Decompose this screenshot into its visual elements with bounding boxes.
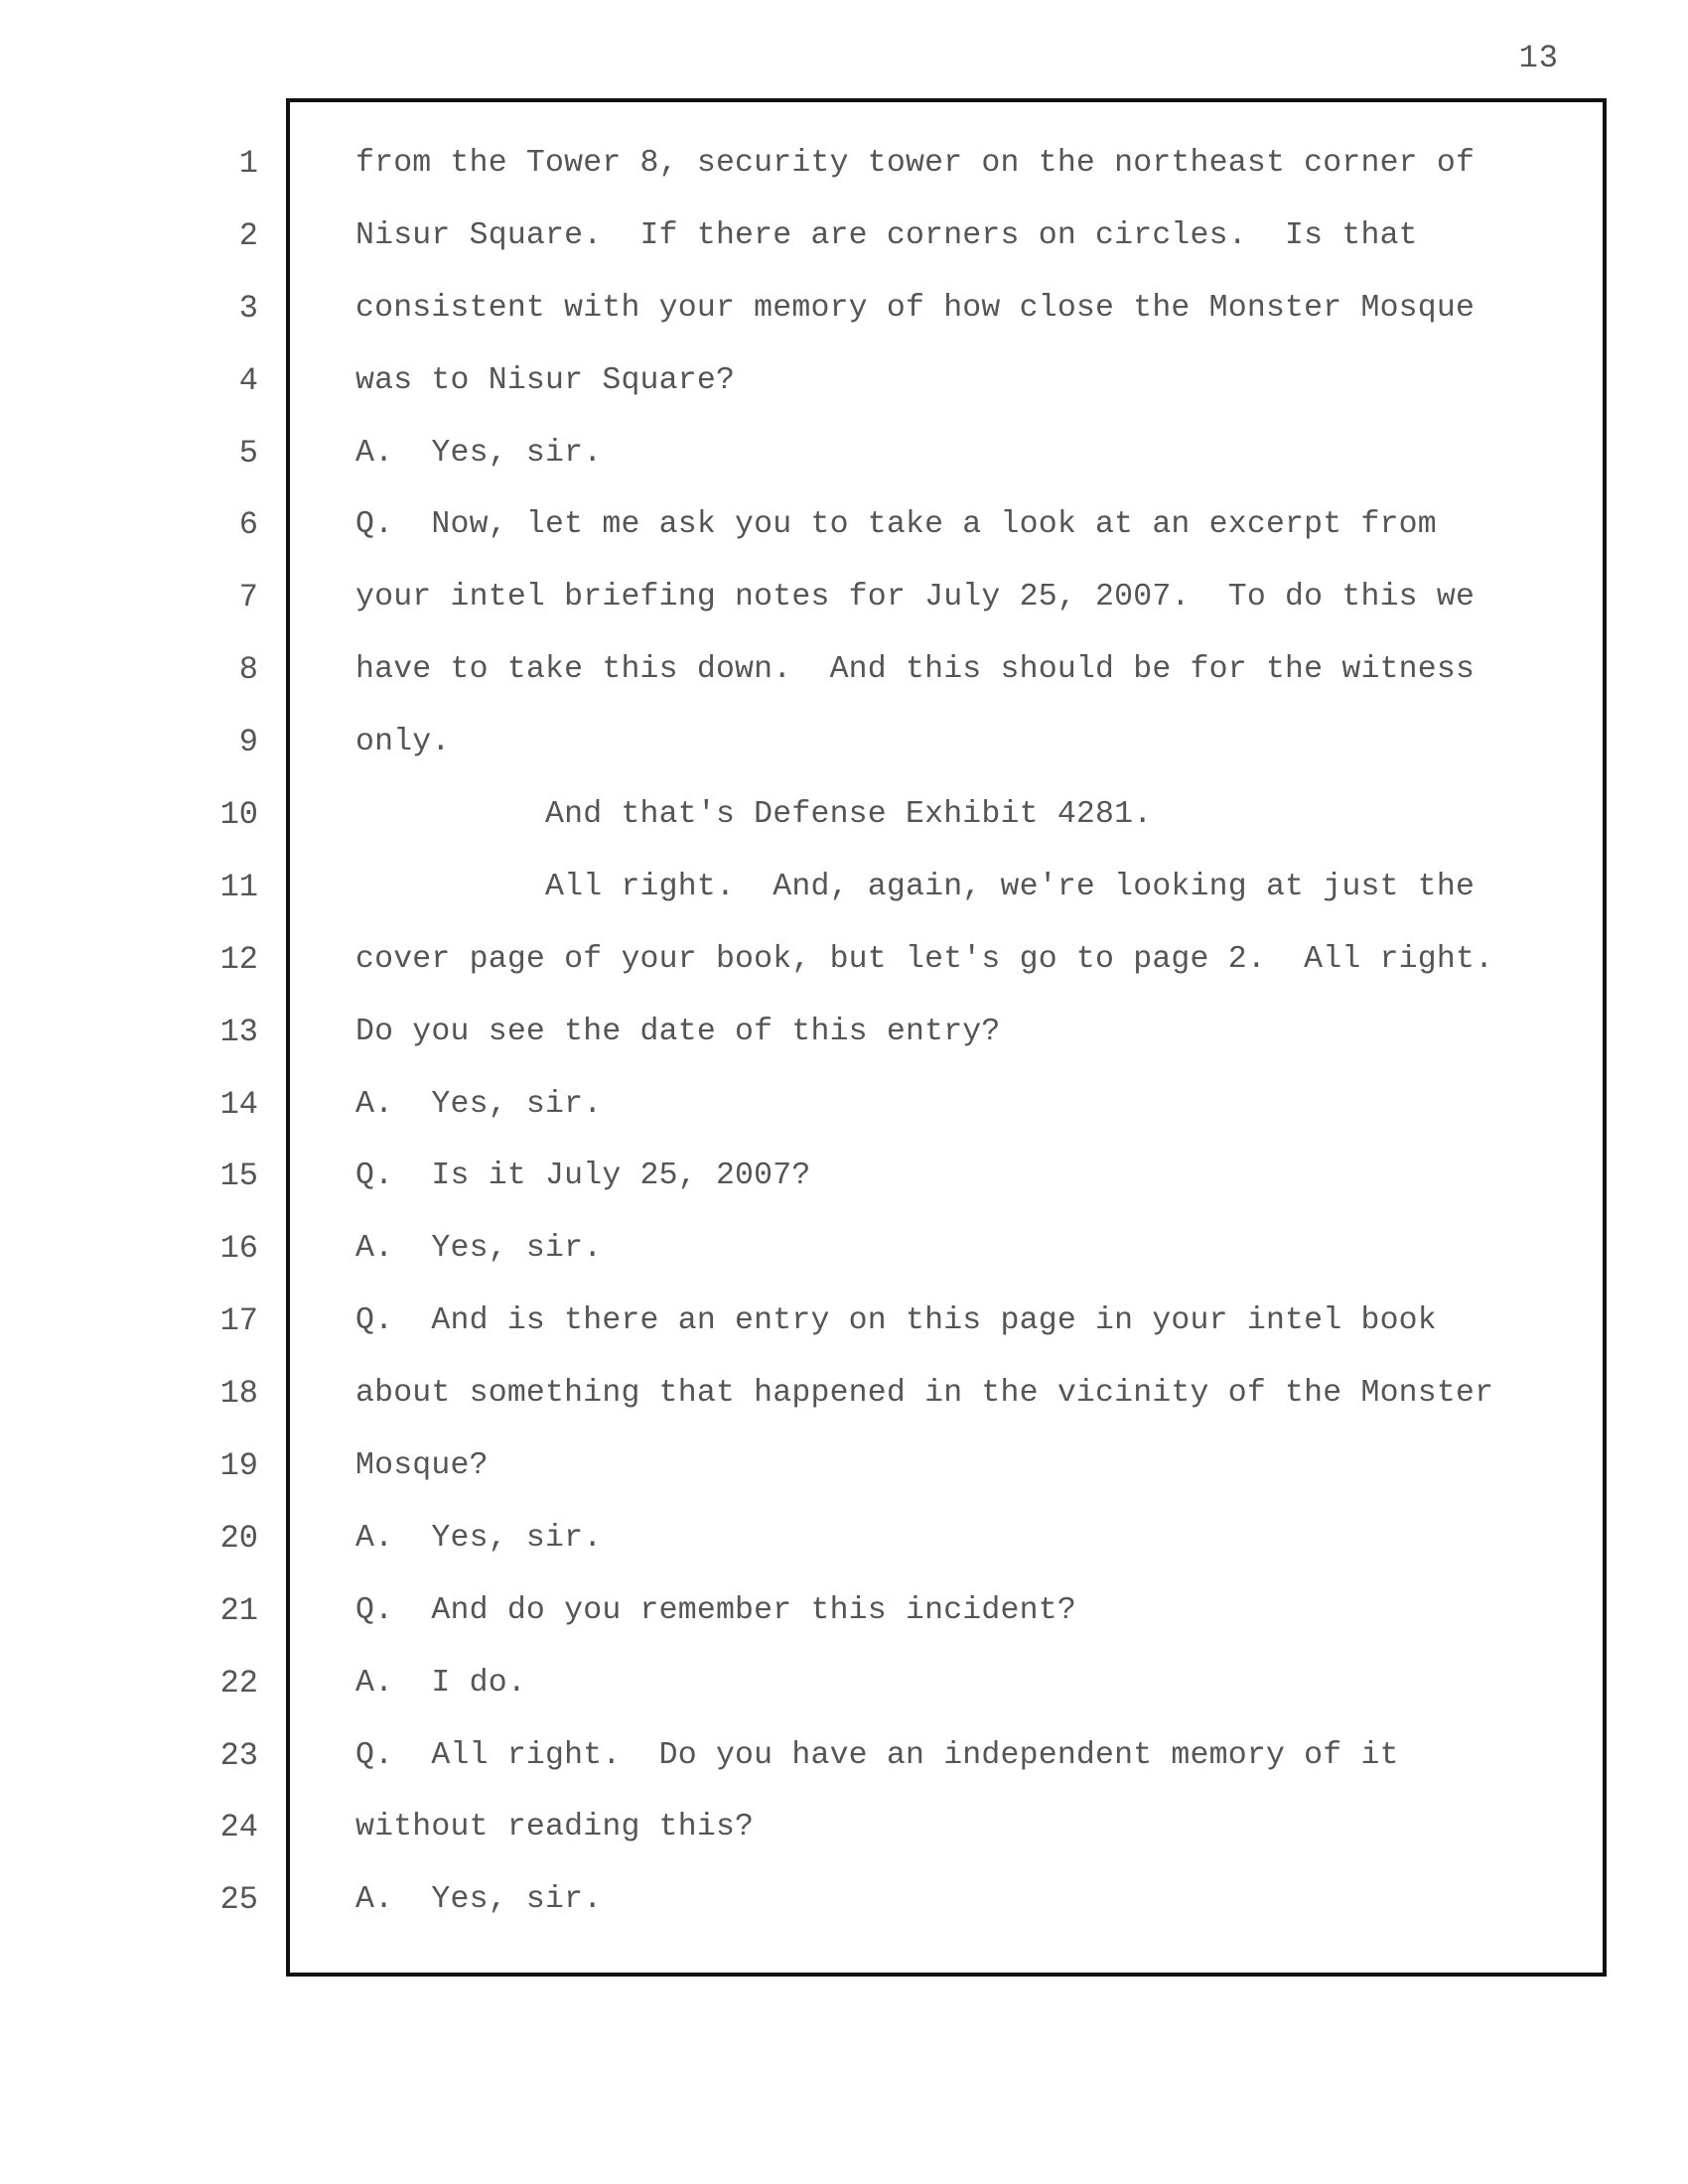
line-number: 24 xyxy=(219,1809,258,1846)
transcript-line: All right. And, again, we're looking at just the xyxy=(355,869,1476,904)
transcript-line: was to Nisur Square? xyxy=(355,362,736,398)
line-number: 17 xyxy=(219,1302,258,1340)
line-number: 8 xyxy=(238,651,258,689)
line-number: 2 xyxy=(238,216,258,254)
page-number: 13 xyxy=(1518,40,1559,76)
transcript-line: from the Tower 8, security tower on the northeast corner of xyxy=(355,146,1476,181)
transcript-line: consistent with your memory of how close the Monster Mosque xyxy=(355,290,1476,326)
transcript-line: And that's Defense Exhibit 4281. xyxy=(355,797,1153,833)
line-number: 7 xyxy=(238,579,258,616)
transcript-line: Q. Is it July 25, 2007? xyxy=(355,1159,811,1194)
line-number: 1 xyxy=(238,145,258,182)
line-number: 19 xyxy=(219,1447,258,1485)
line-number: 18 xyxy=(219,1375,258,1413)
line-number: 3 xyxy=(238,289,258,327)
line-number: 22 xyxy=(219,1664,258,1702)
transcript-line: about something that happened in the vicinity of the Monster xyxy=(355,1376,1494,1412)
line-number: 25 xyxy=(219,1881,258,1919)
transcript-line: Nisur Square. If there are corners on circles. Is that xyxy=(355,217,1418,253)
line-number: 6 xyxy=(238,506,258,544)
transcript-line: have to take this down. And this should be for the witness xyxy=(355,652,1476,688)
line-number: 12 xyxy=(219,940,258,978)
transcript-line: A. Yes, sir. xyxy=(355,435,603,471)
line-number: 14 xyxy=(219,1085,258,1123)
transcript-text xyxy=(355,144,1587,1953)
transcript-line: cover page of your book, but let's go to page 2. All right. xyxy=(355,941,1494,977)
transcript-line: Do you see the date of this entry? xyxy=(355,1014,1001,1049)
line-number: 21 xyxy=(219,1591,258,1629)
line-number: 5 xyxy=(238,434,258,472)
line-number: 10 xyxy=(219,796,258,834)
transcript-line: A. Yes, sir. xyxy=(355,1086,603,1122)
transcript-line: A. Yes, sir. xyxy=(355,1231,603,1267)
transcript-line: without reading this? xyxy=(355,1810,755,1845)
transcript-line: Mosque? xyxy=(355,1448,489,1484)
transcript-line: Q. Now, let me ask you to take a look at an excerpt from xyxy=(355,507,1437,543)
line-number-column xyxy=(199,144,258,1953)
line-number: 11 xyxy=(219,868,258,905)
line-number: 9 xyxy=(238,724,258,761)
transcript-line: your intel briefing notes for July 25, 2007. To do this we xyxy=(355,580,1476,615)
line-number: 15 xyxy=(219,1158,258,1195)
line-number: 16 xyxy=(219,1230,258,1268)
line-number: 4 xyxy=(238,361,258,399)
line-number: 23 xyxy=(219,1736,258,1774)
line-number: 20 xyxy=(219,1519,258,1557)
transcript-line: A. Yes, sir. xyxy=(355,1520,603,1556)
transcript-line: Q. And do you remember this incident? xyxy=(355,1592,1076,1628)
transcript-line: Q. All right. Do you have an independent memory of it xyxy=(355,1737,1399,1773)
transcript-line: Q. And is there an entry on this page in your intel book xyxy=(355,1303,1437,1339)
transcript-line: A. Yes, sir. xyxy=(355,1882,603,1918)
transcript-line: only. xyxy=(355,725,451,760)
transcript-line: A. I do. xyxy=(355,1665,526,1701)
line-number: 13 xyxy=(219,1013,258,1050)
